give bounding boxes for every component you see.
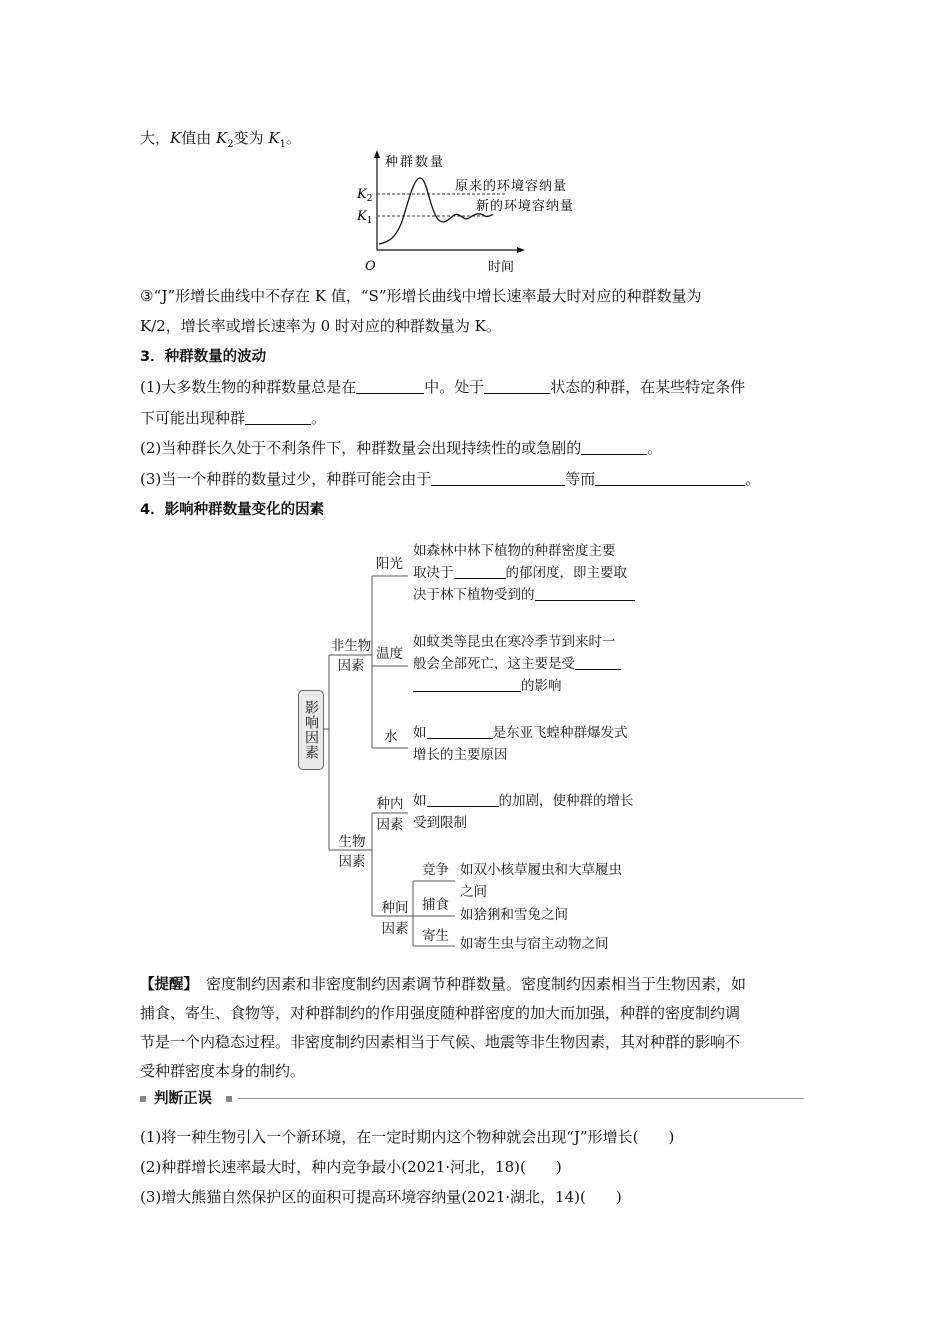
intra-text-1a: 如 [413, 793, 427, 809]
intra-text-1b: 的加剧，使种群的增长 [498, 793, 634, 809]
intra-text-2: 受到限制 [413, 815, 467, 831]
label-original-capacity: 原来的环境容纳量 [455, 179, 568, 194]
point3-line2: K/2，增长率或增长速率为 0 时对应的种群数量为 K。 [140, 317, 501, 335]
light-text-2b: 的郁闭度，即主要取 [505, 565, 627, 581]
root-node-influencing-factors: 影响因素 [298, 690, 324, 770]
q3-text-a: (3)当一个种群的数量过少，种群可能会由于 [140, 470, 432, 488]
temp-text-2 [413, 655, 621, 674]
node-predation: 捕食 [422, 897, 449, 913]
intro-end: 。 [285, 129, 301, 147]
compete-text-2: 之间 [460, 884, 487, 900]
node-abiotic: 非生物因素 [330, 638, 372, 674]
water-text-1b: 是东亚飞蝗种群爆发式 [492, 725, 628, 741]
judge-section-header [140, 1091, 810, 1107]
intro-k2-sub: 2 [227, 139, 234, 150]
intro-k: K [170, 129, 182, 147]
water-blank[interactable] [427, 725, 493, 739]
graph-xlabel: 时间 [488, 260, 515, 275]
node-biotic: 生物因素 [338, 834, 366, 870]
judge-q2: (2)种群增长速率最大时，种内竞争最小(2021·河北，18)( ) [140, 1158, 562, 1176]
intro-k1-sub: 1 [279, 139, 286, 150]
predation-text: 如猞猁和雪兔之间 [460, 907, 568, 923]
graph-ylabel: 种群数量 [385, 155, 446, 170]
light-text-2 [413, 564, 627, 583]
point3-line1: ③“J”形增长曲线中不存在 K 值，“S”形增长曲线中增长速率最大时对应的种群数量为 [140, 287, 702, 305]
tip-label: 【提醒】 [140, 977, 198, 993]
tip-text-1: 密度制约因素和非密度制约因素调节种群数量。密度制约因素相当于生物因素，如 [206, 975, 747, 993]
q1-text-b: 中。处于 [424, 378, 485, 396]
q1-text-c: 状态的种群，在某些特定条件 [550, 378, 746, 396]
q1-text-e: 。 [311, 409, 327, 427]
light-text-1: 如森林中林下植物的种群密度主要 [413, 543, 616, 559]
water-text-1a: 如 [413, 725, 427, 741]
parasite-text: 如寄生虫与宿主动物之间 [460, 936, 609, 952]
section3-title: 3．种群数量的波动 [140, 349, 267, 365]
node-interspecific: 种间因素 [381, 900, 409, 937]
q3-text-b: 等而 [565, 470, 596, 488]
graph-k1: $K_1$ [357, 209, 373, 226]
intra-text-1 [413, 792, 634, 811]
compete-text-1: 如双小核草履虫和大草履虫 [460, 862, 622, 878]
intro-change: 变为 [233, 129, 269, 147]
node-intraspecific: 种内因素 [376, 796, 404, 833]
temp-text-3a: 的影响 [521, 678, 562, 694]
square-bullet-icon [140, 1096, 146, 1102]
q2-text-a: (2)当种群长久处于不利条件下，种群数量会出现持续性的或急剧的 [140, 439, 582, 457]
intro-pre: 大， [140, 129, 171, 147]
intro-k1: K [268, 129, 280, 147]
light-text-3 [413, 586, 635, 605]
judge-title: 判断正误 [154, 1091, 212, 1107]
square-bullet-icon [226, 1096, 232, 1102]
header-rule [238, 1098, 804, 1099]
tip-line1 [140, 974, 746, 995]
node-temperature: 温度 [376, 646, 403, 662]
water-text-1 [413, 724, 628, 743]
temp-text-1: 如蚊类等昆虫在寒冷季节到来时一 [413, 634, 616, 650]
tip-line2: 捕食、寄生、食物等，对种群制约的作用强度随种群密度的加大而加强，种群的密度制约调 [140, 1004, 741, 1022]
graph-k2: $K_2$ [357, 187, 373, 204]
q1-text-d: 下可能出现种群 [140, 409, 246, 427]
intro-k2: K [216, 129, 228, 147]
q2-text-b: 。 [647, 439, 663, 457]
node-parasitism: 寄生 [422, 928, 449, 944]
light-text-3a: 决于林下植物受到的 [413, 587, 535, 603]
tip-line3: 节是一个内稳态过程。非密度制约因素相当于气候、地震等非生物因素，其对种群的影响不 [140, 1033, 741, 1051]
temp-blank-1[interactable] [575, 656, 621, 670]
graph-origin: O [365, 259, 376, 274]
temp-blank-2[interactable] [413, 678, 521, 692]
temp-text-2a: 般会全部死亡，这主要是受 [413, 656, 575, 672]
q1-text-a: (1)大多数生物的种群数量总是在 [140, 378, 357, 396]
judge-q1: (1)将一种生物引入一个新环境，在一定时期内这个物种就会出现“J”形增长( ) [140, 1128, 675, 1146]
intro-mid: 值由 [181, 129, 217, 147]
node-water: 水 [384, 729, 398, 745]
node-competition: 竞争 [422, 862, 449, 878]
light-text-2a: 取决于 [413, 565, 454, 581]
label-new-capacity: 新的环境容纳量 [476, 199, 575, 214]
tip-line4: 受种群密度本身的制约。 [140, 1062, 306, 1080]
node-light: 阳光 [376, 556, 403, 572]
judge-q3: (3)增大熊猫自然保护区的面积可提高环境容纳量(2021·湖北，14)( ) [140, 1188, 622, 1206]
temp-text-3 [413, 677, 562, 696]
section4-title: 4．影响种群数量变化的因素 [140, 502, 325, 518]
intra-blank[interactable] [427, 793, 499, 807]
light-blank-2[interactable] [535, 587, 635, 601]
water-text-2: 增长的主要原因 [413, 747, 508, 763]
light-blank-1[interactable] [454, 565, 506, 579]
q3-text-c: 。 [745, 470, 761, 488]
